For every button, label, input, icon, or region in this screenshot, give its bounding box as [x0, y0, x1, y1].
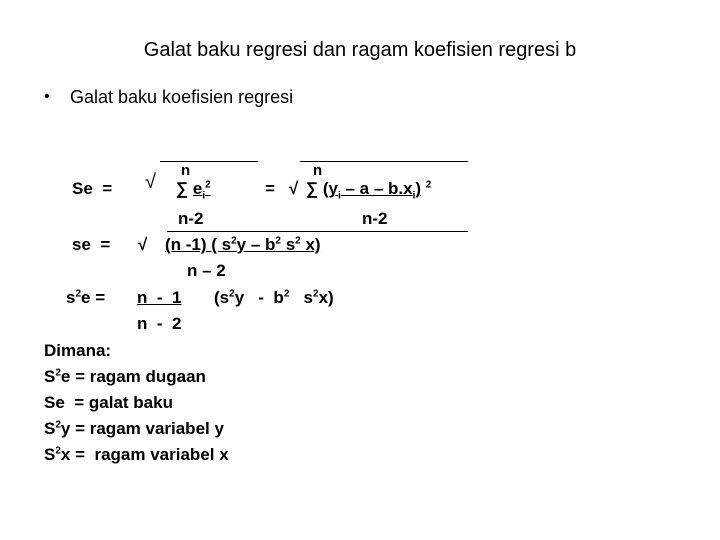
formula-se-lhs: Se =	[72, 179, 113, 198]
legend-symbol: S	[44, 419, 56, 438]
legend-sup: 2	[55, 445, 61, 457]
sqrt-symbol-2: √	[289, 179, 299, 198]
num-part-1: (n -1) ( s	[165, 235, 232, 254]
sum-upper-limit: n	[181, 162, 191, 179]
legend-sup: 2	[55, 419, 61, 431]
e-sub: i	[202, 190, 206, 202]
rhs-part-c: s	[289, 288, 313, 307]
legend-item	[44, 446, 229, 463]
num-sup-2: 2	[275, 235, 281, 247]
denominator-1: n-2	[178, 209, 204, 228]
equals-sign: =	[265, 179, 275, 198]
rhs-sup-c: 2	[313, 288, 319, 300]
sqrt-symbol-3: √	[138, 235, 148, 254]
legend-symbol: Se	[44, 393, 65, 412]
e-base: e	[192, 179, 203, 198]
sum-term-1	[176, 180, 211, 201]
num-sup-3: 2	[295, 235, 301, 247]
sum-upper-limit-2: n	[313, 162, 323, 179]
num-part-4: x)	[300, 235, 321, 254]
formula-s2e-lhs	[66, 289, 105, 306]
radical-bar-2	[300, 161, 468, 162]
rhs-part-a: (s	[214, 288, 230, 307]
legend-text: x = ragam variabel x	[60, 445, 229, 464]
close-paren: )	[415, 179, 422, 198]
rhs-part-b: y - b	[234, 288, 284, 307]
radical-bar	[160, 161, 258, 162]
radical-bar-3	[167, 231, 468, 232]
variance-expression	[214, 289, 334, 306]
sqrt-symbol: √	[145, 171, 156, 193]
formula-se-lower-lhs: se =	[72, 235, 111, 254]
bullet-text: Galat baku koefisien regresi	[70, 87, 294, 107]
rhs-sup-a: 2	[229, 288, 235, 300]
legend-text: e = ragam dugaan	[60, 367, 206, 386]
fraction-denominator: n - 2	[137, 314, 182, 333]
residual-expression	[322, 179, 422, 202]
sum-term-2	[306, 180, 431, 201]
numerator-expression	[165, 236, 321, 253]
legend-item	[44, 394, 173, 411]
ab-part: – a – b.x	[340, 179, 413, 198]
y-sub: i	[337, 190, 341, 202]
legend-text: y = ragam variabel y	[60, 419, 224, 438]
y-part: (y	[322, 179, 338, 198]
e-sup: 2	[205, 179, 211, 191]
num-part-3: s	[280, 235, 296, 254]
legend-sup: 2	[55, 367, 61, 379]
s-rest: e =	[81, 288, 106, 307]
x-sub: i	[412, 190, 416, 202]
s-base: s	[66, 288, 76, 307]
legend-item	[44, 420, 224, 437]
bullet-marker: •	[44, 88, 50, 105]
rhs-sup-b: 2	[283, 288, 290, 300]
legend-heading: Dimana:	[44, 341, 112, 360]
num-sup-1: 2	[231, 235, 237, 247]
square-sup: 2	[425, 179, 432, 191]
rhs-part-d: x)	[318, 288, 334, 307]
legend-symbol: S	[44, 367, 56, 386]
residual-e	[192, 179, 211, 202]
legend-symbol: S	[44, 445, 56, 464]
legend-item	[44, 368, 206, 385]
slide-title: Galat baku regresi dan ragam koefisien regresi b	[143, 39, 577, 61]
s-sup: 2	[75, 288, 82, 300]
denominator-3: n – 2	[187, 261, 226, 280]
sum-symbol-2: ∑	[306, 179, 319, 198]
num-part-2: y – b	[236, 235, 276, 254]
sum-symbol: ∑	[176, 179, 189, 198]
legend-text: = galat baku	[64, 393, 173, 412]
denominator-2: n-2	[362, 209, 388, 228]
fraction-numerator: n - 1	[137, 288, 182, 307]
